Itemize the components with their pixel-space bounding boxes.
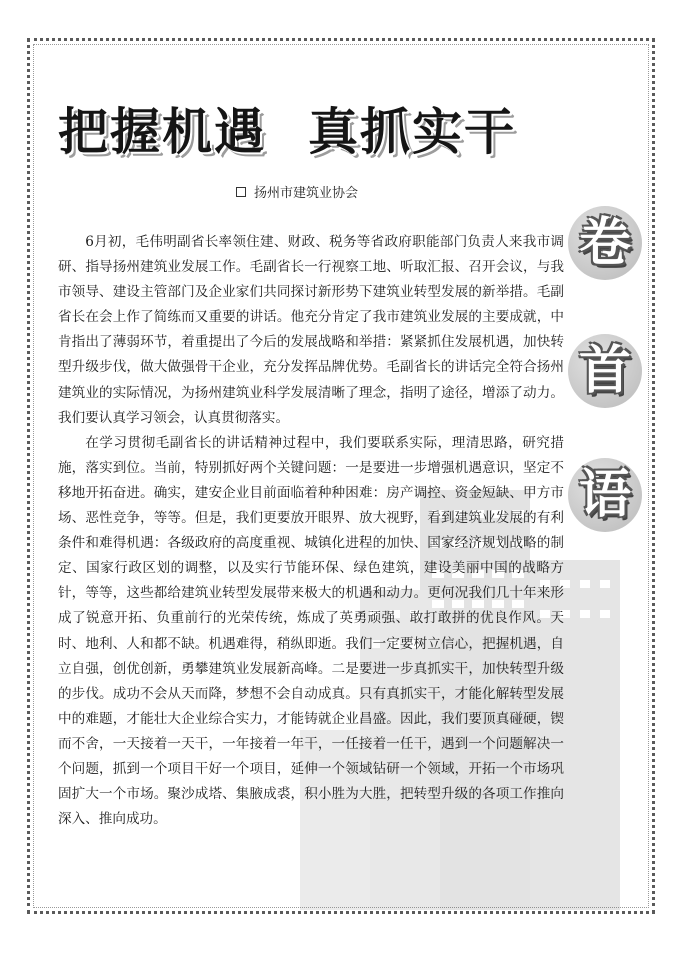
byline-author: 扬州市建筑业协会 <box>254 186 359 201</box>
side-badge-1 <box>568 206 642 280</box>
page-title <box>58 92 598 164</box>
side-char-2: 首 <box>578 341 631 401</box>
side-char-3: 语 <box>578 465 631 525</box>
title-part-1: 把握机遇 <box>58 102 266 161</box>
byline <box>236 182 358 201</box>
side-char-1: 卷 <box>578 213 631 273</box>
square-bullet-icon <box>236 187 246 197</box>
side-badge-3 <box>568 458 642 532</box>
paragraph-1: 6月初，毛伟明副省长率领住建、财政、税务等省政府职能部门负责人来我市调研、指导扬州建筑业发展工作。毛副省长一行视察工地、听取汇报、召开会议，与我市领导、建设主管部门及企业家们共同探讨新形势下建筑业转型发展的新举措。毛副省长在会上作了简练而又重要的讲话。他充分肯定了我市建筑业发展的主要成就，中肯指出了薄弱环节，着重提出了今后的发展战略和举措：紧紧抓住发展机遇，加快转型升级步伐，做大做强骨干企业，充分发挥品牌优势。毛副省长的讲话完全符合扬州建筑业的实际情况，为扬州建筑业科学发展清晰了理念，指明了途径，增添了动力。我们要认真学习领会，认真贯彻落实。 <box>58 234 564 426</box>
article-body <box>58 230 564 832</box>
side-badge-2 <box>568 334 642 408</box>
title-part-2: 真抓实干 <box>308 102 516 161</box>
paragraph-2: 在学习贯彻毛副省长的讲话精神过程中，我们要联系实际，理清思路，研究措施，落实到位。当前，特别抓好两个关键问题：一是要进一步增强机遇意识，坚定不移地开拓奋进。确实，建安企业目前面临着种种困难：房产调控、资金短缺、甲方市场、恶性竞争，等等。但是，我们更要放开眼界、放大视野，看到建筑业发展的有利条件和难得机遇：各级政府的高度重视、城镇化进程的加快、国家经济规划战略的制定、国家行政区划的调整，以及实行节能环保、绿色建筑，建设美丽中国的战略方针，等等，这些都给建筑业转型发展带来极大的机遇和动力。更何况我们几十年来形成了锐意开拓、负重前行的光荣传统，炼成了英勇顽强、敢打敢拼的优良作风。天时、地利、人和都不缺。机遇难得，稍纵即逝。我们一定要树立信心，把握机遇，自立自强，创优创新，勇攀建筑业发展新高峰。二是要进一步真抓实干，加快转型升级的步伐。成功不会从天而降，梦想不会自动成真。只有真抓实干，才能化解转型发展中的难题，才能壮大企业综合实力，才能铸就企业昌盛。因此，我们要顶真碰硬，锲而不舍，一天接着一天干，一年接着一年干，一任接着一任干，遇到一个问题解决一个问题，抓到一个项目干好一个项目，延伸一个领域钻研一个领域，开拓一个市场巩固扩大一个市场。聚沙成塔、集腋成裘，积小胜为大胜，把转型升级的各项工作推向深入、推向成功。 <box>58 434 564 828</box>
